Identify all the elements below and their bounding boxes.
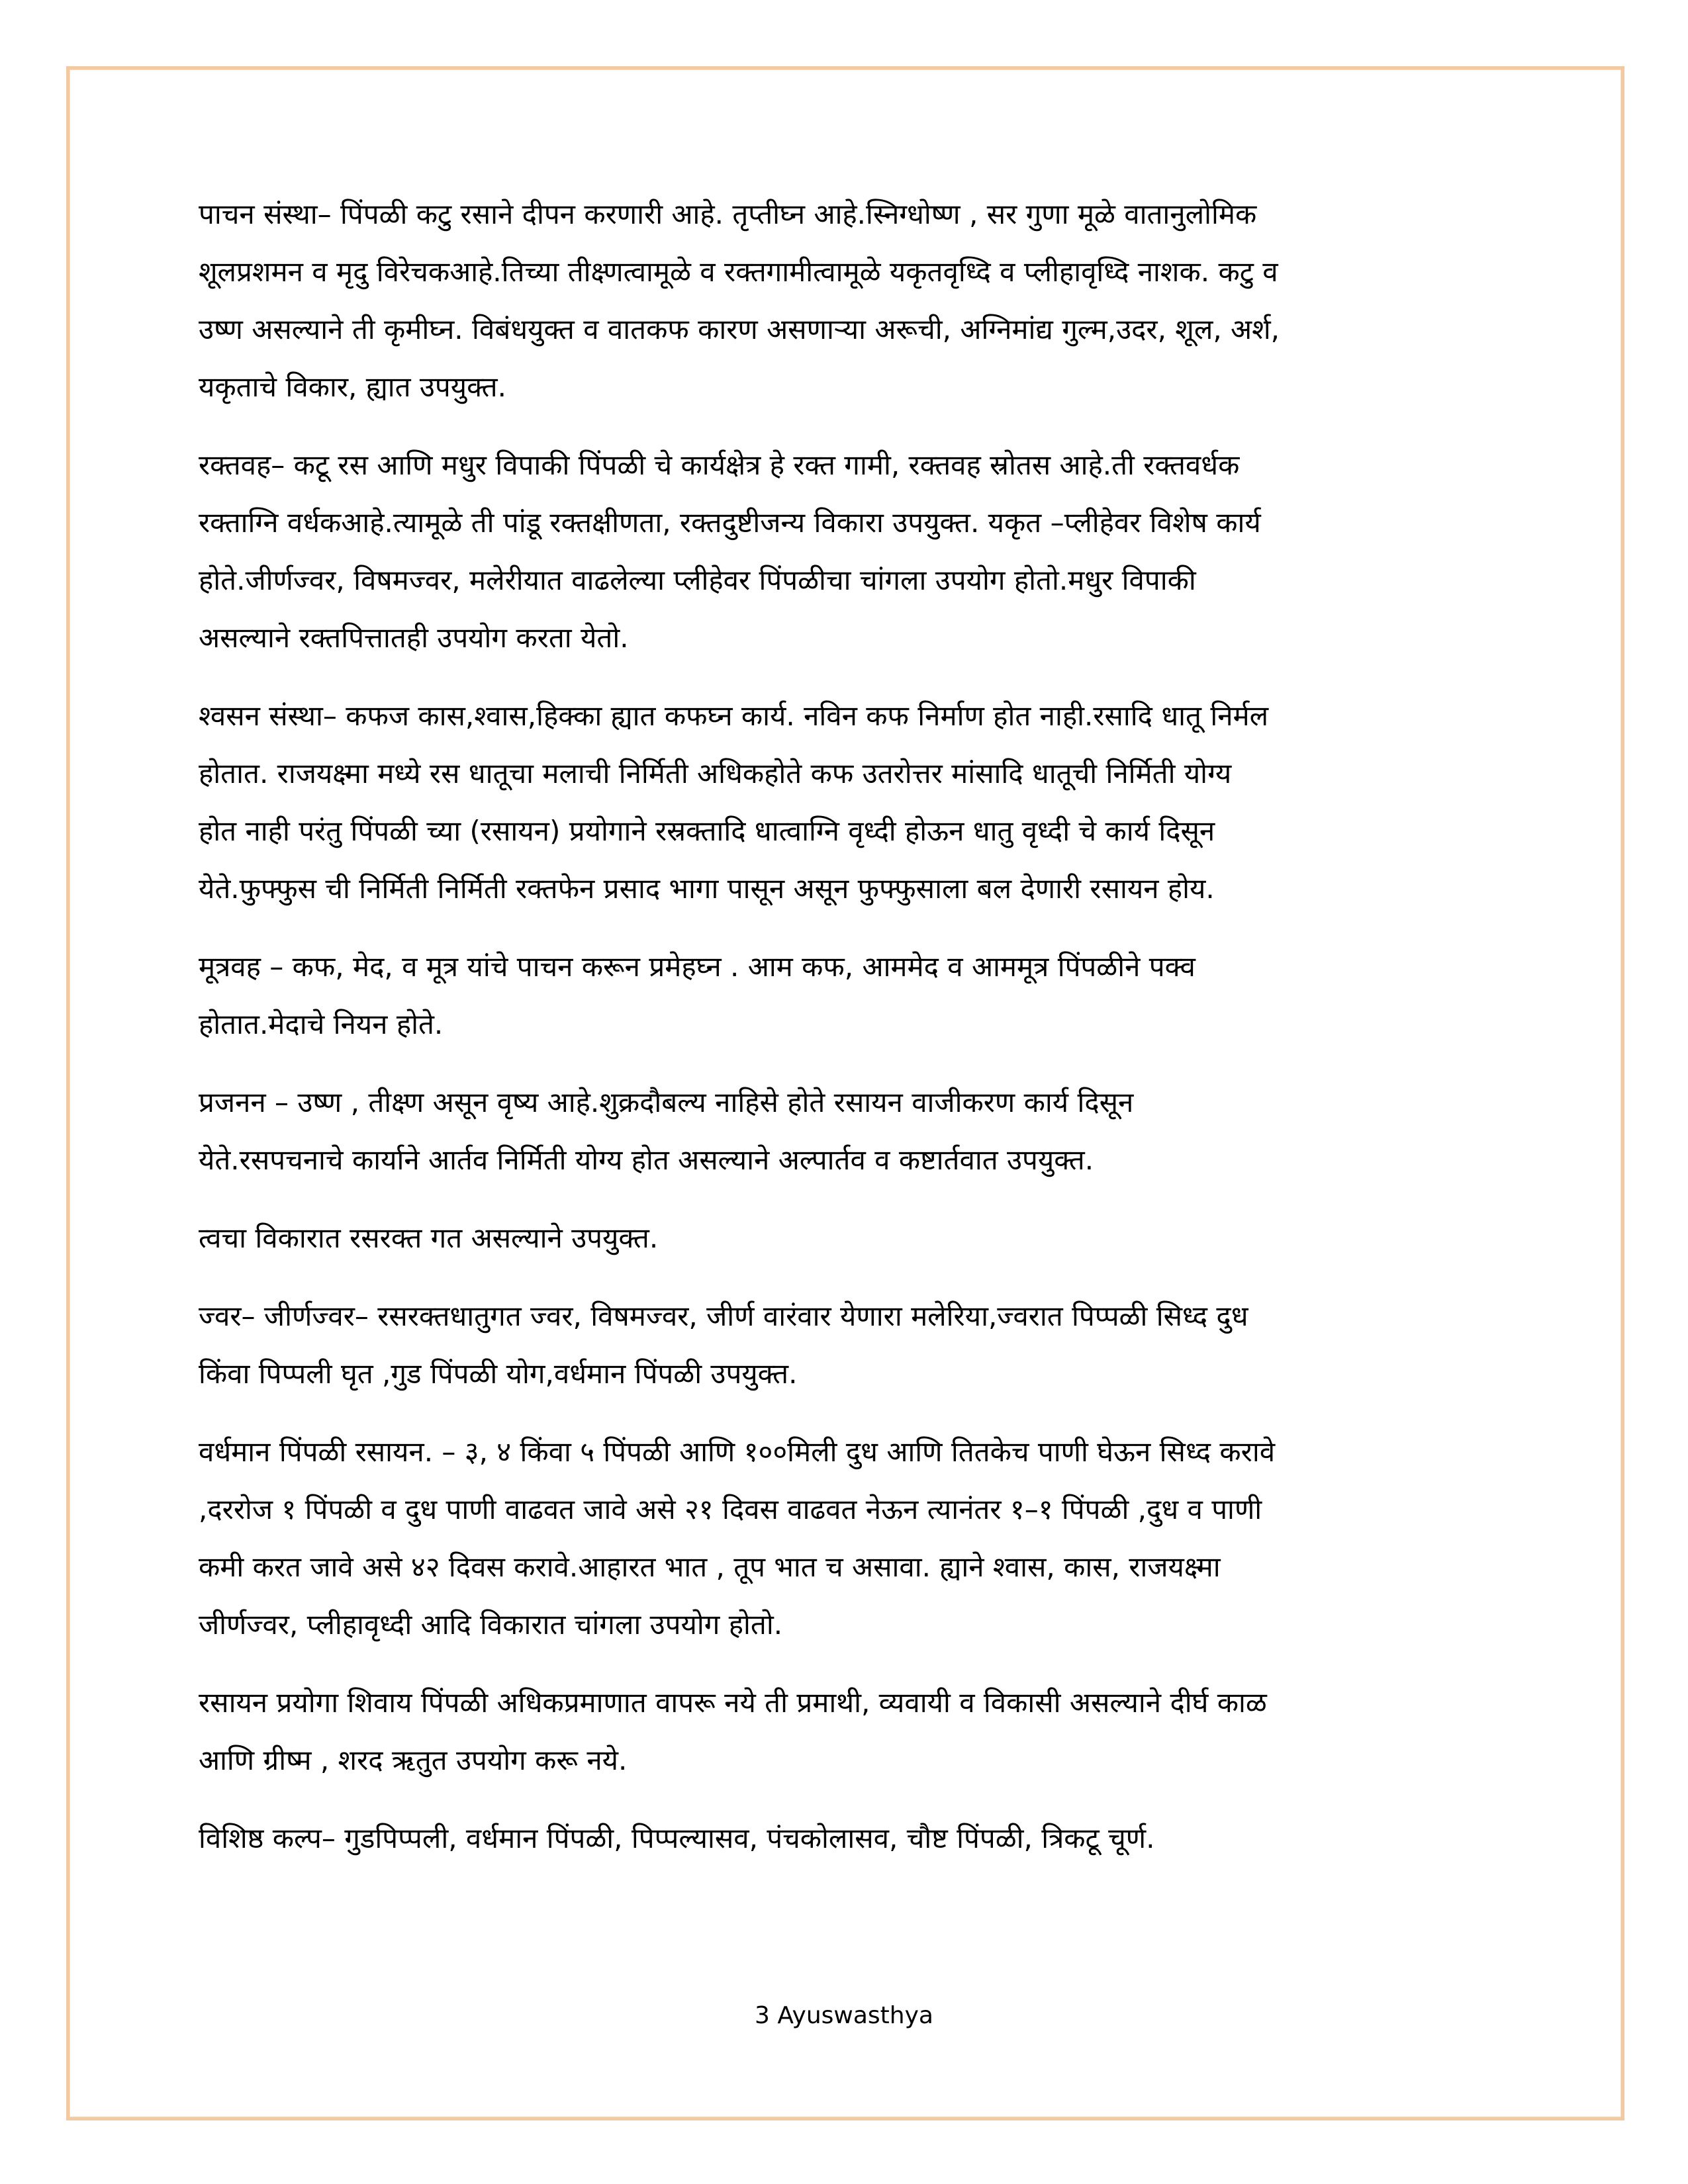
page-footer: 3 Ayuswasthya	[755, 2002, 933, 2029]
document-body	[199, 185, 1496, 1888]
paragraph-vardhaman-pippali: वर्धमान पिंपळी रसायन. – ३, ४ किंवा ५ पिंपळी आणि १००मिली दुध आणि तितकेच पाणी घेऊन सिध्द करावे ,दररोज १ पिंपळी व दुध पाणी वाढवत जावे असे २१ दिवस वाढवत नेऊन त्यानंतर १–१ पिंपळी ,दुध व पाणी कमी करत जावे असे ४२ दिवस करावे.आहारत भात , तूप भात च असावा. ह्याने श्वास, कास, राजयक्ष्मा जीर्णज्वर, प्लीहावृध्दी आदि विकारात चांगला उपयोग होतो.	[199, 1435, 1276, 1641]
paragraph-digestive-system: पाचन संस्था– पिंपळी कटु रसाने दीपन करणारी आहे. तृप्तीघ्न आहे.स्निग्धोष्ण , सर गुणा मूळे वातानुलोमिक शूलप्रशमन व मृदु विरेचकआहे.तिच्या तीक्ष्णत्वामूळे व रक्तगामीत्वामूळे यकृतवृध्दि व प्लीहावृध्दि नाशक. कटु व उष्ण असल्याने ती कृमीघ्न. विबंधयुक्त व वातकफ कारण असणाऱ्या अरूची, अग्निमांद्य गुल्म,उदर, शूल, अर्श, यकृताचे विकार, ह्यात उपयुक्त.	[199, 198, 1280, 403]
paragraph-blood-system: रक्तवह– कटू रस आणि मधुर विपाकी पिंपळी चे कार्यक्षेत्र हे रक्त गामी, रक्तवह स्रोतस आहे.ती रक्तवर्धक रक्ताग्नि वर्धकआहे.त्यामूळे ती पांडू रक्तक्षीणता, रक्तदुष्टीजन्य विकारा उपयुक्त. यकृत –प्लीहेवर विशेष कार्य होते.जीर्णज्वर, विषमज्वर, मलेरीयात वाढलेल्या प्लीहेवर पिंपळीचा चांगला उपयोग होतो.मधुर विपाकी असल्याने रक्तपित्तातही उपयोग करता येतो.	[199, 449, 1261, 654]
paragraph-urinary-system: मूत्रवह – कफ, मेद, व मूत्र यांचे पाचन करून प्रमेहघ्न . आम कफ, आममेद व आममूत्र पिंपळीने पक्व होतात.मेदाचे नियन होते.	[199, 950, 1196, 1040]
paragraph-respiratory-system: श्वसन संस्था– कफज कास,श्वास,हिक्का ह्यात कफघ्न कार्य. नविन कफ निर्माण होत नाही.रसादि धातू निर्मल होतात. राजयक्ष्मा मध्ये रस धातूचा मलाची निर्मिती अधिकहोते कफ उतरोत्तर मांसादि धातूची निर्मिती योग्य होत नाही परंतु पिंपळी च्या (रसायन) प्रयोगाने रस्रक्तादि धात्वाग्नि वृध्दी होऊन धातु वृध्दी चे कार्य दिसून येते.फुफ्फुस ची निर्मिती निर्मिती रक्तफेन प्रसाद भागा पासून असून फुफ्फुसाला बल देणारी रसायन होय.	[199, 700, 1269, 905]
paragraph-caution: रसायन प्रयोगा शिवाय पिंपळी अधिकप्रमाणात वापरू नये ती प्रमाथी, व्यवायी व विकासी असल्याने दीर्घ काळ आणि ग्रीष्म , शरद ऋतुत उपयोग करू नये.	[199, 1686, 1267, 1776]
paragraph-skin: त्वचा विकारात रसरक्त गत असल्याने उपयुक्त.	[199, 1222, 659, 1254]
paragraph-special-formulations: विशिष्ठ कल्प– गुडपिप्पली, वर्धमान पिंपळी, पिप्पल्यासव, पंचकोलासव, चौष्ट पिंपळी, त्रिकटू चूर्ण.	[199, 1822, 1155, 1854]
paragraph-fever: ज्वर– जीर्णज्वर– रसरक्तधातुगत ज्वर, विषमज्वर, जीर्ण वारंवार येणारा मलेरिया,ज्वरात पिप्पळी सिध्द दुध किंवा पिप्पली घृत ,गुड पिंपळी योग,वर्धमान पिंपळी उपयुक्त.	[199, 1300, 1248, 1390]
paragraph-reproductive-system: प्रजनन – उष्ण , तीक्ष्ण असून वृष्य आहे.शुक्रदौबल्य नाहिसे होते रसायन वाजीकरण कार्य दिसून येते.रसपचनाचे कार्याने आर्तव निर्मिती योग्य होत असल्याने अल्पार्तव व कष्टार्तवात उपयुक्त.	[199, 1086, 1134, 1176]
